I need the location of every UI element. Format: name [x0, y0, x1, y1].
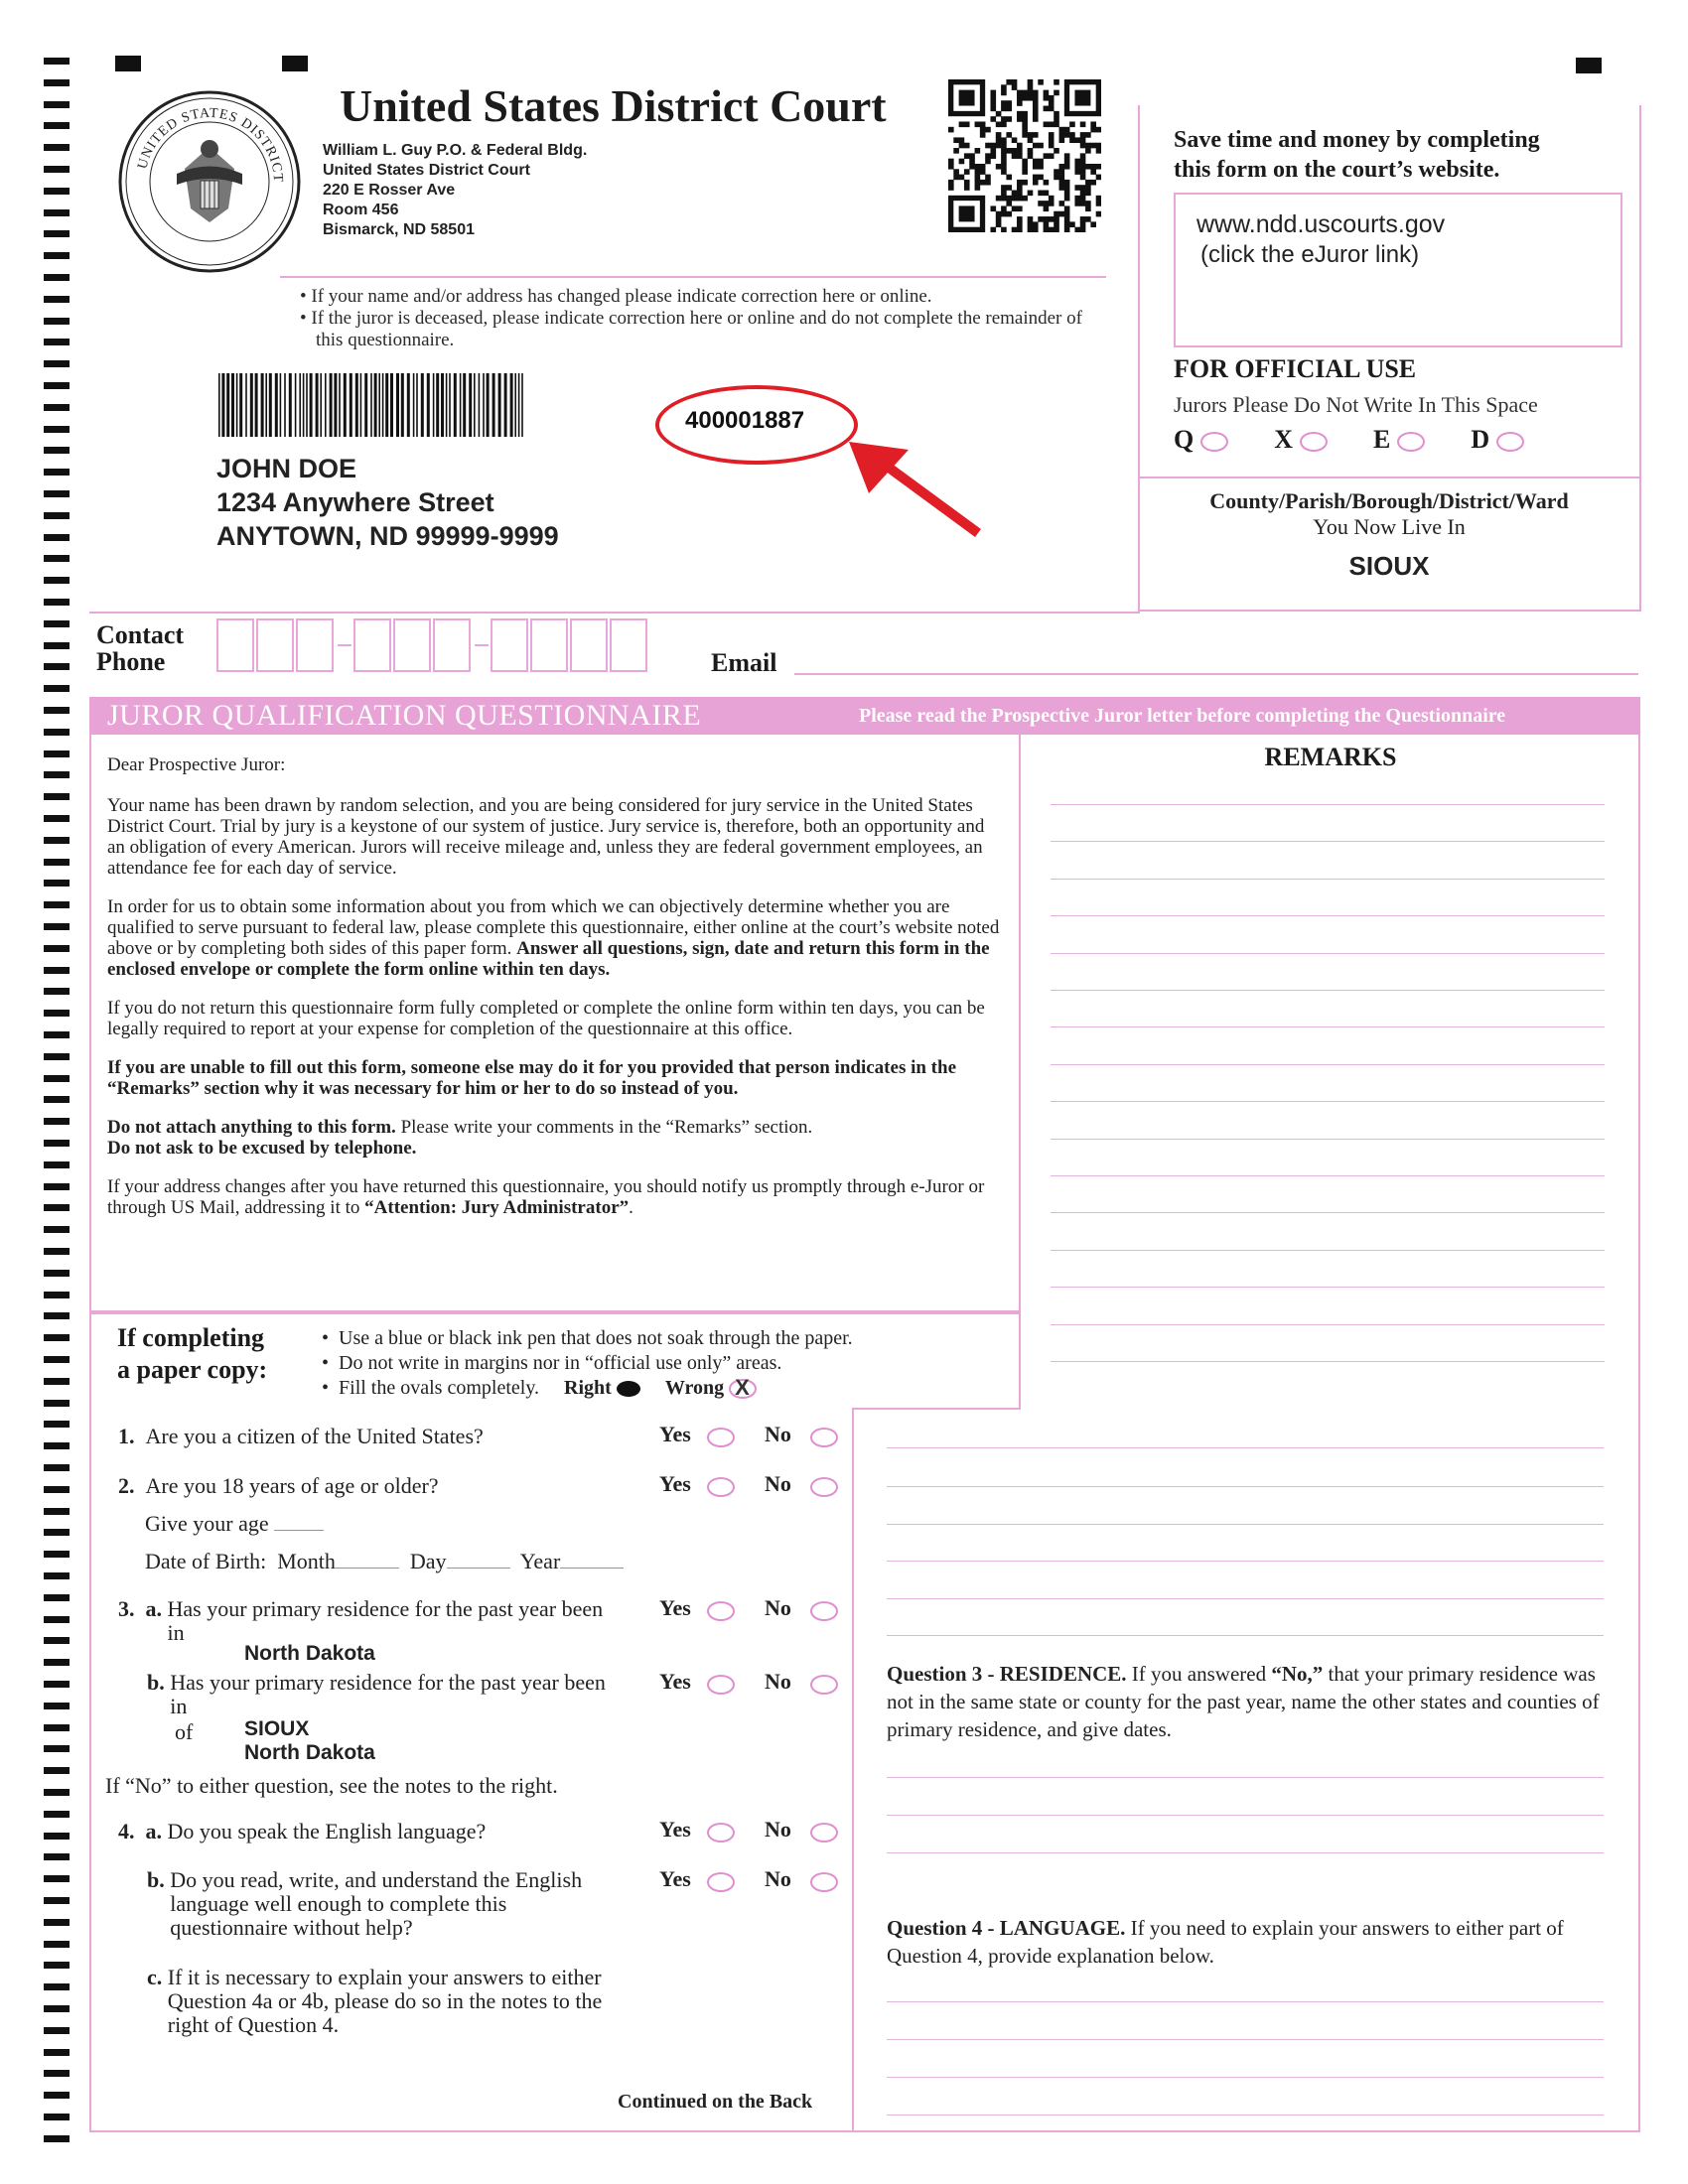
remarks-line[interactable] [887, 1486, 1604, 1487]
county-label [1140, 488, 1638, 540]
q3b-of: of [175, 1719, 194, 1744]
year-label: Year [519, 1549, 561, 1573]
remarks-line[interactable] [1051, 804, 1605, 805]
q-letter: a. [145, 1596, 162, 1621]
address-line: William L. Guy P.O. & Federal Bldg. [323, 142, 588, 159]
official-use-title: FOR OFFICIAL USE [1174, 354, 1417, 383]
q1-yes-label: Yes [659, 1422, 691, 1446]
remarks-line[interactable] [1051, 879, 1605, 880]
remarks-line[interactable] [1051, 1212, 1605, 1213]
q3-note: If “No” to either question, see the notes to the right. [105, 1773, 558, 1798]
remarks-line[interactable] [1051, 1064, 1605, 1065]
q3-explain-line[interactable] [887, 1815, 1604, 1816]
divider [1138, 610, 1641, 612]
letter-text-bold: “Attention: Jury Administrator” [364, 1197, 630, 1218]
q4b-no-oval[interactable] [810, 1872, 838, 1892]
month-blank[interactable] [336, 1568, 399, 1569]
email-label: Email [711, 648, 777, 677]
q-text: If it is necessary to explain your answers to either Question 4a or 4b, please do so in the notes to the right of Question 4. [167, 1965, 603, 2037]
juror-number: 400001887 [685, 407, 805, 434]
email-field[interactable] [794, 673, 1638, 675]
q4a-no-oval[interactable] [810, 1823, 838, 1843]
remarks-title: REMARKS [1264, 743, 1397, 771]
letter-paragraph: Your name has been drawn by random selection, and you are being considered for jury service in the United States District Court. Trial by jury is a keystone of our system of justice. Jury service is, therefore, both an opportunity and an obligation of every American. Jurors will receive mileage and, unless they are federal government employees, an attendance fee for each day of service. [107, 795, 985, 879]
official-oval [1200, 432, 1228, 452]
q3b-state: North Dakota [244, 1741, 375, 1764]
q3-note-right [887, 1660, 1602, 1743]
arrow-icon [849, 442, 988, 541]
divider [1639, 105, 1641, 612]
code-e: E [1373, 425, 1391, 454]
court-title: United States District Court [340, 80, 887, 131]
remarks-line[interactable] [1051, 1324, 1605, 1325]
remarks-line[interactable] [887, 1635, 1604, 1636]
q-text: Do you read, write, and understand the English language well enough to complete this questionnaire without help? [170, 1867, 583, 1940]
code-x: X [1274, 425, 1294, 454]
banner-title: JUROR QUALIFICATION QUESTIONNAIRE [107, 699, 702, 732]
remarks-line[interactable] [887, 1447, 1604, 1448]
q4b-no-label: No [765, 1866, 791, 1891]
banner-note: Please read the Prospective Juror letter before completing the Questionnaire [859, 705, 1506, 727]
q4a-yes-oval[interactable] [707, 1823, 735, 1843]
official-oval [1397, 432, 1425, 452]
q4a-yes-label: Yes [659, 1817, 691, 1842]
address-line: 220 E Rosser Ave [323, 182, 456, 199]
continued-note: Continued on the Back [618, 2091, 813, 2113]
divider [852, 1408, 1021, 1410]
registration-mark [1576, 58, 1602, 73]
website-heading-line: this form on the court’s website. [1174, 157, 1500, 183]
remarks-line[interactable] [1051, 1287, 1605, 1288]
paper-copy-label-line: If completing [117, 1323, 265, 1352]
official-use-note: Jurors Please Do Not Write In This Space [1174, 392, 1538, 417]
divider [1019, 735, 1021, 1408]
age-label: Give your age [145, 1511, 269, 1536]
address-line: Room 456 [323, 202, 399, 218]
qr-code [948, 79, 1101, 232]
remarks-line[interactable] [1051, 990, 1605, 991]
divider [1138, 477, 1641, 478]
q2-yes-label: Yes [659, 1471, 691, 1496]
q4-explain-line[interactable] [887, 2001, 1604, 2002]
q4-note-right [887, 1914, 1602, 1970]
q2-no-label: No [765, 1471, 791, 1496]
q-text: Has your primary residence for the past year been in [170, 1670, 606, 1718]
remarks-line[interactable] [1051, 953, 1605, 954]
county-value: SIOUX [1348, 551, 1430, 581]
official-oval [1300, 432, 1328, 452]
addressee-name: JOHN DOE [216, 454, 357, 483]
note-bold: Question 4 - LANGUAGE. [887, 1916, 1126, 1940]
q-text: Are you 18 years of age or older? [145, 1473, 439, 1498]
q4b-yes-oval[interactable] [707, 1872, 735, 1892]
q3a-yes-oval[interactable] [707, 1601, 735, 1621]
notice-text: If your name and/or address has changed please indicate correction here or online. [311, 286, 932, 307]
letter-paragraph: If you are unable to fill out this form, someone else may do it for you provided that person indicates in the “Remarks” section why it was necessary for him or her to do so instead of you. [107, 1057, 957, 1099]
q3a-no-label: No [765, 1595, 791, 1620]
q-num: 4. [118, 1819, 135, 1843]
code-q: Q [1174, 425, 1195, 454]
divider [1638, 735, 1640, 2132]
website-link-hint: (click the eJuror link) [1200, 241, 1420, 268]
website-heading [1174, 125, 1540, 185]
q-letter: c. [147, 1965, 163, 1989]
bullet-text: Use a blue or black ink pen that does not soak through the paper. [339, 1327, 853, 1349]
letter-text-bold: Answer all questions, sign, date and return this form in the enclosed envelope or complete the form online within ten days. [107, 938, 990, 980]
question-3b [147, 1671, 643, 1718]
q4-explain-line[interactable] [887, 2039, 1604, 2040]
q3b-yes-oval[interactable] [707, 1675, 735, 1695]
month-label: Month [277, 1549, 336, 1573]
remarks-line[interactable] [887, 1598, 1604, 1599]
q-num: 1. [118, 1424, 135, 1448]
website-heading-line: Save time and money by completing [1174, 127, 1540, 153]
q4-explain-line[interactable] [887, 2077, 1604, 2078]
q-text: Has your primary residence for the past year been in [167, 1596, 604, 1645]
q-letter: b. [147, 1670, 165, 1695]
day-label: Day [409, 1549, 447, 1573]
county-label-line: You Now Live In [1313, 514, 1466, 539]
svg-text:UNITED STATES DISTRICT COURT: UNITED STATES DISTRICT [135, 105, 286, 184]
paper-copy-bullet: • Use a blue or black ink pen that does not soak through the paper. [322, 1327, 853, 1349]
q-letter: a. [145, 1819, 162, 1843]
question-4a [118, 1819, 486, 1844]
remarks-line[interactable] [887, 1561, 1604, 1562]
address-line: United States District Court [323, 162, 530, 179]
right-label: Right [564, 1377, 612, 1399]
letter-paragraph: If you do not return this questionnaire form fully completed or complete the online form within ten days, you can be legally required to report at your expense for completion of the questionnaire at this office. [107, 998, 985, 1039]
q-text: Are you a citizen of the United States? [145, 1424, 484, 1448]
letter-text: In order for us to obtain some information about you from which we can objectively determine whether you are qualified to serve pursuant to federal law, please complete this questionnaire, either online at the court’s website noted above or by completing both sides of this paper form. [107, 896, 1000, 959]
remarks-line[interactable] [1051, 1101, 1605, 1102]
remarks-line[interactable] [1051, 1361, 1605, 1362]
q3a-state: North Dakota [244, 1642, 375, 1665]
letter-text-bold: Do not ask to be excused by telephone. [107, 1138, 417, 1159]
remarks-line[interactable] [1051, 1026, 1605, 1027]
website-url[interactable]: www.ndd.uscourts.gov [1196, 210, 1446, 238]
remarks-line[interactable] [1051, 915, 1605, 916]
letter-text: If your address changes after you have returned this questionnaire, you should notify us promptly through e-Juror or through US Mail, addressing it to [107, 1176, 985, 1218]
crossed-oval-icon: X [729, 1379, 757, 1399]
q4-explain-line[interactable] [887, 2115, 1604, 2116]
q3a-no-oval[interactable] [810, 1601, 838, 1621]
q3b-yes-label: Yes [659, 1669, 691, 1694]
question-4c [147, 1966, 643, 2037]
bullet-text: Fill the ovals completely. [339, 1377, 540, 1399]
note-bold: Question 3 - RESIDENCE. [887, 1662, 1127, 1686]
addressee-city: ANYTOWN, ND 99999-9999 [216, 521, 559, 551]
q-num: 2. [118, 1473, 135, 1498]
q3b-county: SIOUX [244, 1717, 310, 1740]
q3b-no-oval[interactable] [810, 1675, 838, 1695]
note-text: If you answered [1126, 1662, 1272, 1686]
county-label-line: County/Parish/Borough/District/Ward [1209, 488, 1569, 513]
notice-item: • If your name and/or address has changed please indicate correction here or online. [300, 286, 932, 307]
note-text: If you need to explain your answers to either part of Question 4, provide explanation below. [887, 1916, 1564, 1968]
q1-yes-oval[interactable] [707, 1428, 735, 1447]
notice-text: If the juror is deceased, please indicate correction here or online and do not complete the remainder of this questionnaire. [311, 308, 1082, 350]
remarks-line[interactable] [1051, 841, 1605, 842]
bullet-text: Do not write in margins nor in “official use only” areas. [339, 1352, 782, 1374]
official-use-codes [1174, 425, 1524, 455]
paper-copy-bullet: • Do not write in margins nor in “official use only” areas. [322, 1352, 782, 1374]
question-1 [118, 1424, 484, 1449]
q1-no-oval[interactable] [810, 1428, 838, 1447]
day-blank[interactable] [447, 1568, 510, 1569]
note-text: that your primary residence was not in the same state or county for the past year, name the other states and counties of primary residence, and give dates. [887, 1662, 1600, 1741]
wrong-label: Wrong [664, 1377, 725, 1399]
q2-yes-oval[interactable] [707, 1477, 735, 1497]
q1-no-label: No [765, 1422, 791, 1446]
paper-copy-bullet: • Fill the ovals completely. Right Wrong X [322, 1376, 853, 1401]
remarks-line[interactable] [1051, 1250, 1605, 1251]
remarks-line[interactable] [887, 1524, 1604, 1525]
letter-text: . [629, 1197, 633, 1218]
remarks-line[interactable] [1051, 1175, 1605, 1176]
contact-label-line: Phone [96, 647, 166, 676]
letter-greeting: Dear Prospective Juror: [107, 754, 286, 775]
letter-text-bold: Do not attach anything to this form. [107, 1117, 396, 1138]
question-3a [118, 1597, 634, 1645]
q4b-yes-label: Yes [659, 1866, 691, 1891]
q4a-no-label: No [765, 1817, 791, 1842]
q-num: 3. [118, 1596, 135, 1621]
remarks-line[interactable] [1051, 1139, 1605, 1140]
notice-item: • If the juror is deceased, please indicate correction here or online and do not complete the remainder of this questionnaire. [300, 308, 1082, 350]
q-text: Do you speak the English language? [167, 1819, 487, 1843]
q-letter: b. [147, 1867, 165, 1892]
q3b-no-label: No [765, 1669, 791, 1694]
question-4b [147, 1868, 643, 1940]
q3a-yes-label: Yes [659, 1595, 691, 1620]
official-oval [1496, 432, 1524, 452]
paper-copy-label-line: a paper copy: [117, 1355, 268, 1384]
age-field[interactable] [145, 1511, 324, 1537]
address-line: Bismarck, ND 58501 [323, 221, 475, 238]
q2-no-oval[interactable] [810, 1477, 838, 1497]
question-2 [118, 1473, 439, 1499]
q3-explain-line[interactable] [887, 1852, 1604, 1853]
note-bold: “No,” [1271, 1662, 1324, 1686]
contact-label-line: Contact [96, 620, 185, 649]
age-blank[interactable] [274, 1530, 324, 1531]
year-blank[interactable] [560, 1568, 624, 1569]
code-d: D [1471, 425, 1490, 454]
q3-explain-line[interactable] [887, 1777, 1604, 1778]
letter-text: Please write your comments in the “Remarks” section. [395, 1117, 813, 1138]
addressee-street: 1234 Anywhere Street [216, 487, 494, 517]
dob-label: Date of Birth: [145, 1549, 267, 1573]
dob-field [145, 1549, 624, 1574]
